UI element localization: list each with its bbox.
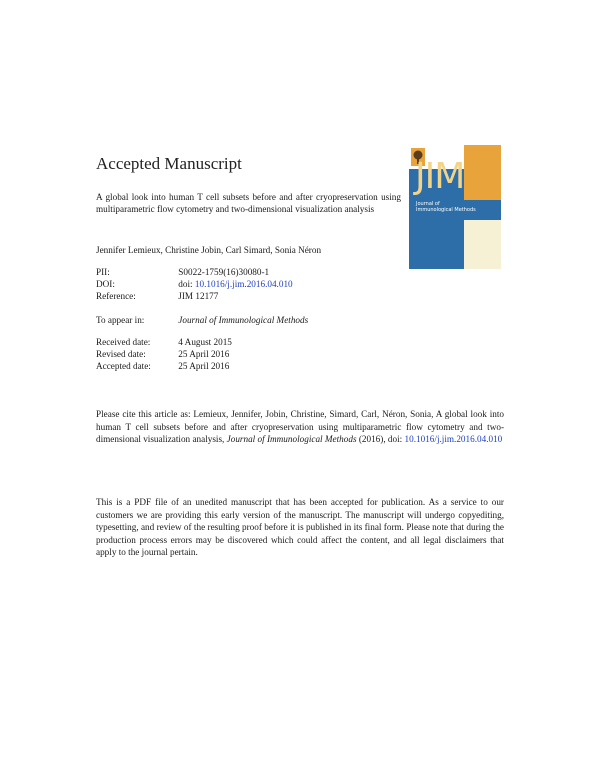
reference-row	[96, 290, 293, 302]
cover-orange-block	[464, 145, 501, 200]
revised-value: 25 April 2016	[178, 349, 230, 359]
cover-journal-name	[416, 201, 476, 213]
appear-journal: Journal of Immunological Methods	[178, 315, 309, 325]
unedited-notice-paragraph: This is a PDF file of an unedited manuscript that has been accepted for publication. As a service to our customers we are providing this early version of the manuscript. The manuscript will undergo copyediting, typesetting, and review of the resulting proof before it is published in its final form. Please note that during the production process errors may be discovered which could affect the content, and all legal disclaimers that apply to the journal pertain.	[96, 497, 504, 558]
citation-lead: Please cite this article as: Lemieux, Jennifer, Jobin, Christine, Simard, Carl, Néron, Sonia, A global look into human T cell subsets before and after cryopreservation using multiparametric flow cytometry and two-dimensional visualization analysis,	[96, 409, 504, 445]
citation-year-doi: (2016), doi:	[358, 434, 403, 445]
cover-journal-line2: Immunological Methods	[416, 207, 476, 213]
accepted-value: 25 April 2016	[178, 361, 230, 371]
citation-paragraph	[96, 408, 504, 446]
citation-doi-link[interactable]: 10.1016/j.jim.2016.04.010	[404, 434, 503, 445]
appear-label: To appear in:	[96, 315, 145, 325]
citation-journal: Journal of Immunological Methods	[226, 434, 357, 445]
reference-value: JIM 12177	[178, 291, 219, 301]
identifiers-block	[96, 266, 293, 302]
journal-cover-image	[409, 145, 501, 269]
reference-label: Reference:	[96, 291, 136, 301]
appear-block	[96, 314, 308, 326]
cover-acronym: JIM	[415, 156, 465, 197]
pii-value: S0022-1759(16)30080-1	[178, 267, 270, 277]
accepted-manuscript-heading: Accepted Manuscript	[96, 154, 242, 173]
accepted-label: Accepted date:	[96, 361, 151, 371]
doi-row	[96, 278, 293, 290]
cover-cream-block	[464, 220, 501, 269]
revised-label: Revised date:	[96, 349, 146, 359]
pii-label: PII:	[96, 267, 110, 277]
received-value: 4 August 2015	[178, 337, 232, 347]
article-title: A global look into human T cell subsets before and after cryopreservation using multiparametric flow cytometry and two-dimensional visualization analysis	[96, 192, 401, 214]
author-list: Jennifer Lemieux, Christine Jobin, Carl Simard, Sonia Néron	[96, 245, 322, 255]
received-row	[96, 336, 232, 348]
revised-row	[96, 348, 232, 360]
doi-prefix: doi:	[178, 279, 193, 289]
appear-row	[96, 314, 308, 326]
doi-label: DOI:	[96, 279, 115, 289]
cover-journal-line1: Journal of	[416, 201, 440, 207]
received-label: Received date:	[96, 337, 151, 347]
dates-block	[96, 336, 232, 372]
doi-value	[178, 278, 292, 290]
pii-row	[96, 266, 293, 278]
doi-link[interactable]: 10.1016/j.jim.2016.04.010	[194, 279, 293, 289]
accepted-row	[96, 360, 232, 372]
